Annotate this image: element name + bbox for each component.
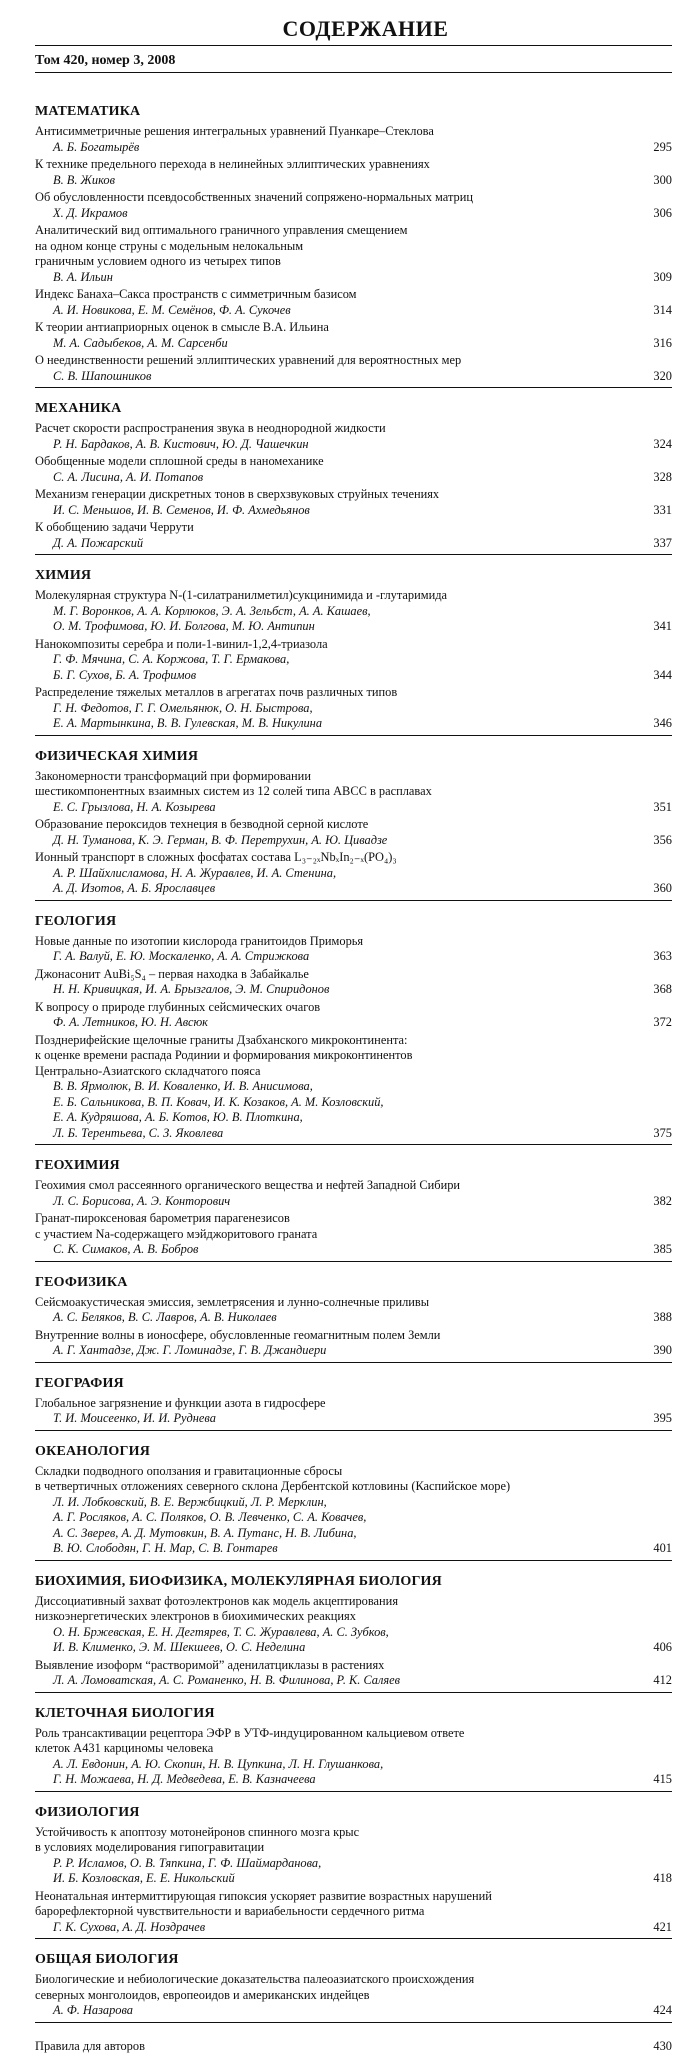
entry-page-number: 390	[653, 1343, 672, 1357]
toc-section	[35, 388, 672, 555]
entry-title: Новые данные по изотопии кислорода гранитоидов Приморья	[35, 933, 364, 948]
entry-authors: О. Н. Бржевская, Е. Н. Дегтярев, Т. С. Журавлева, А. С. Зубков, И. В. Клименко, Э. М. Шекшеев, О. С. Неделина	[53, 1624, 389, 1654]
section-title: ФИЗИЧЕСКАЯ ХИМИЯ	[35, 748, 199, 764]
entry-title: Гранат-пироксеновая барометрия парагенезисов с участием Na-содержащего мэйджоритового граната	[35, 1211, 318, 1241]
toc-entry[interactable]	[35, 421, 672, 452]
entry-title: Устойчивость к апоптозу мотонейронов спинного мозга крыс в условиях моделирования гипогравитации	[35, 1824, 360, 1854]
toc-entry[interactable]	[35, 817, 672, 848]
entry-authors: Д. Н. Туманова, К. Э. Герман, В. Ф. Перетрухин, А. Ю. Цивадзе	[53, 832, 388, 847]
toc-entry[interactable]	[35, 1889, 672, 1936]
toc-entry[interactable]	[35, 1295, 672, 1326]
entry-title: К вопросу о природе глубинных сейсмических очагов	[35, 999, 321, 1014]
entry-page-number: 415	[653, 1772, 672, 1786]
entry-page-number: 331	[653, 502, 672, 517]
entry-authors: Г. Н. Федотов, Г. Г. Омельянюк, О. Н. Быстрова, Е. А. Мартынкина, В. В. Гулевская, М. В. Никулина	[53, 700, 323, 730]
entry-authors: В. В. Жиков	[53, 172, 115, 187]
toc-section	[35, 1561, 672, 1693]
toc-entry[interactable]	[35, 320, 672, 351]
entry-title: О неединственности решений эллиптических уравнений для вероятностных мер	[35, 353, 462, 367]
entry-title: Выявление изоформ “растворимой” аденилатциклазы в растениях	[35, 1657, 385, 1672]
entry-authors: Е. С. Грызлова, Н. А. Козырева	[53, 799, 216, 814]
toc-section	[35, 1939, 672, 2023]
entry-page-number: 363	[653, 949, 672, 963]
entry-page-number: 360	[653, 881, 672, 895]
entry-page-number: 356	[653, 832, 672, 847]
entry-authors: Т. И. Моисеенко, И. И. Руднева	[53, 1411, 216, 1425]
toc-entry[interactable]	[35, 1000, 672, 1031]
entry-authors: Г. Ф. Мячина, С. А. Коржова, Т. Г. Ермакова, Б. Г. Сухов, Б. А. Трофимов	[53, 652, 290, 682]
entry-authors: В. А. Ильин	[53, 269, 113, 284]
toc-entry[interactable]	[35, 223, 672, 285]
entry-title: Позднерифейские щелочные граниты Дзабханского микроконтинента: к оценке времени распада Родинии и формирования микроконтинентов Центрально-Азиатского складчатого пояса	[35, 1032, 413, 1078]
entry-authors: Г. А. Валуй, Е. Ю. Москаленко, А. А. Стрижкова	[53, 949, 310, 963]
toc-section	[35, 1693, 672, 1792]
entry-title: Распределение тяжелых металлов в агрегатах почв различных типов	[35, 685, 398, 699]
entry-page-number: 300	[653, 172, 672, 187]
entry-title: Диссоциативный захват фотоэлектронов как модель акцептирования низкоэнергетических электронов в биохимических реакциях	[35, 1593, 399, 1623]
entry-authors: Х. Д. Икрамов	[53, 205, 128, 220]
toc-entry[interactable]	[35, 637, 672, 684]
toc-entry[interactable]	[35, 588, 672, 635]
entry-authors: М. Г. Воронков, А. А. Корлюков, Э. А. Зельбст, А. А. Кашаев, О. М. Трофимова, Ю. И. Болгова, М. Ю. Антипин	[53, 603, 371, 633]
entry-page-number: 418	[653, 1871, 672, 1885]
entry-authors: И. С. Меньшов, И. В. Семенов, И. Ф. Ахмедьянов	[53, 502, 310, 517]
toc-entry[interactable]	[35, 1033, 672, 1142]
entry-authors: Л. А. Ломоватская, А. С. Романенко, Н. В. Филинова, Р. К. Саляев	[53, 1673, 401, 1687]
entry-title: Биологические и небиологические доказательства палеоазиатского происхождения северных монголоидов, европеоидов и американских индейцев	[35, 1972, 475, 2002]
entry-page-number: 412	[653, 1673, 672, 1687]
toc-entry[interactable]	[35, 1464, 672, 1557]
toc-entry[interactable]	[35, 934, 672, 965]
entry-title: Молекулярная структура N-(1-силатранилметил)сукцинимида и -глутаримида	[35, 588, 448, 602]
entry-title: Расчет скорости распространения звука в неоднородной жидкости	[35, 421, 386, 435]
entry-authors: М. А. Садыбеков, А. М. Сарсенби	[53, 335, 228, 350]
toc-entry[interactable]	[35, 1658, 672, 1689]
entry-page-number: 316	[653, 335, 672, 350]
entry-page-number: 382	[653, 1193, 672, 1208]
section-title: МАТЕМАТИКА	[35, 104, 141, 119]
entry-page-number: 346	[653, 716, 672, 730]
toc-section	[35, 73, 672, 388]
entry-page-number: 306	[653, 205, 672, 220]
page-title: СОДЕРЖАНИЕ	[282, 16, 449, 41]
entry-page-number: 395	[653, 1411, 672, 1425]
entry-authors: С. К. Симаков, А. В. Бобров	[53, 1242, 199, 1256]
footer-entry[interactable]	[35, 2023, 672, 2055]
toc-entry[interactable]	[35, 1972, 672, 2019]
toc-entry[interactable]	[35, 685, 672, 732]
section-title: ФИЗИОЛОГИЯ	[35, 1804, 140, 1820]
entry-page-number: 351	[653, 799, 672, 814]
toc-entry[interactable]	[35, 1211, 672, 1258]
section-title: ГЕОГРАФИЯ	[35, 1375, 124, 1391]
toc-entry[interactable]	[35, 769, 672, 816]
entry-title: К теории антиаприорных оценок в смысле В.А. Ильина	[35, 320, 329, 334]
entry-title: К технике предельного перехода в нелинейных эллиптических уравнениях	[35, 157, 430, 171]
footer-label: Правила для авторов	[35, 2038, 145, 2053]
entry-page-number: 295	[653, 139, 672, 154]
entry-title: Глобальное загрязнение и функции азота в гидросфере	[35, 1395, 326, 1410]
section-title: КЛЕТОЧНАЯ БИОЛОГИЯ	[35, 1705, 215, 1721]
volume-info: Том 420, номер 3, 2008	[35, 53, 176, 68]
entry-authors: Л. С. Борисова, А. Э. Конторович	[53, 1193, 231, 1208]
entry-page-number: 328	[653, 469, 672, 484]
entry-title: Об обусловленности псевдособственных значений сопряжено-нормальных матриц	[35, 190, 473, 204]
toc-entry[interactable]	[35, 454, 672, 485]
entry-page-number: 324	[653, 436, 672, 451]
toc-section	[35, 555, 672, 736]
toc-entry[interactable]	[35, 967, 672, 998]
toc-section	[35, 901, 672, 1146]
entry-page-number: 372	[653, 1015, 672, 1029]
entry-page-number: 406	[653, 1640, 672, 1654]
section-title: ОКЕАНОЛОГИЯ	[35, 1443, 150, 1459]
section-title: ОБЩАЯ БИОЛОГИЯ	[35, 1952, 179, 1967]
entry-authors: Н. Н. Кривицкая, И. А. Брызгалов, Э. М. Спиридонов	[53, 982, 330, 996]
section-title: ГЕОЛОГИЯ	[35, 913, 117, 929]
entry-authors: В. В. Ярмолюк, В. И. Коваленко, И. В. Анисимова, Е. Б. Сальникова, В. П. Ковач, И. К. Козаков, А. М. Козловский, Е. А. Кудряшова, А. Б. Котов, Ю. В. Плоткина, Л. Б. Терентьева, С. З. Яковлева	[53, 1079, 384, 1140]
toc-entry[interactable]	[35, 124, 672, 155]
toc-entry[interactable]	[35, 287, 672, 318]
entry-title: Механизм генерации дискретных тонов в сверхзвуковых струйных течениях	[35, 487, 440, 501]
entry-authors: Л. И. Лобковский, В. Е. Вержбицкий, Л. Р. Мерклин, А. Г. Росляков, А. С. Поляков, О. В. Левченко, С. А. Ковачев, А. С. Зверев, А. Д. Мутовкин, В. А. Путанс, Н. В. Либина, В. Ю. Слободян, Г. Н. Мар, С. В. Гонтарев	[53, 1494, 367, 1555]
toc-entry[interactable]	[35, 353, 672, 384]
entry-authors: Р. Н. Бардаков, А. В. Кистович, Ю. Д. Чашечкин	[53, 436, 309, 451]
entry-title: Ионный транспорт в сложных фосфатах состава L₃₋₂ₓNbₓIn₂₋ₓ(PO₄)₃	[35, 850, 397, 864]
entry-page-number: 368	[653, 982, 672, 996]
entry-page-number: 388	[653, 1310, 672, 1324]
entry-title: Неонатальная интермиттирующая гипоксия ускоряет развитие возрастных нарушений барорефлекторной чувствительности и вариабельности сердечного ритма	[35, 1888, 492, 1918]
entry-authors: Д. А. Пожарский	[53, 535, 144, 550]
section-title: ГЕОХИМИЯ	[35, 1158, 120, 1173]
entry-title: К обобщению задачи Черрути	[35, 520, 194, 534]
toc-entry[interactable]	[35, 487, 672, 518]
entry-authors: А. И. Новикова, Е. М. Семёнов, Ф. А. Сукочев	[53, 302, 291, 317]
entry-authors: А. Ф. Назарова	[53, 2003, 133, 2017]
toc-entry[interactable]	[35, 1726, 672, 1788]
entry-authors: Р. Р. Исламов, О. В. Тяпкина, Г. Ф. Шаймарданова, И. Б. Козловская, Е. Е. Никольский	[53, 1855, 322, 1885]
toc-entry[interactable]	[35, 1328, 672, 1359]
entry-authors: Г. К. Сухова, А. Д. Ноздрачев	[53, 1919, 206, 1934]
entry-title: Роль трансактивации рецептора ЭФР в УТФ-индуцированном кальциевом ответе клеток А431 карциномы человека	[35, 1725, 465, 1755]
section-title: ХИМИЯ	[35, 568, 92, 583]
entry-title: Сейсмоакустическая эмиссия, землетрясения и лунно-солнечные приливы	[35, 1294, 430, 1309]
toc-entry[interactable]	[35, 1825, 672, 1887]
entry-page-number: 401	[653, 1541, 672, 1555]
entry-title: Антисимметричные решения интегральных уравнений Пуанкаре–Стеклова	[35, 124, 434, 138]
entry-title: Образование пероксидов технеция в безводной серной кислоте	[35, 817, 369, 831]
entry-title: Обобщенные модели сплошной среды в наномеханике	[35, 454, 324, 468]
entry-authors: А. Л. Евдонин, А. Ю. Скопин, Н. В. Цупкина, Л. Н. Глушанкова, Г. Н. Можаева, Н. Д. Медведева, Е. В. Казначеева	[53, 1756, 384, 1786]
section-title: МЕХАНИКА	[35, 401, 122, 416]
entry-page-number: 421	[653, 1919, 672, 1934]
entry-page-number: 314	[653, 302, 672, 317]
entry-title: Геохимия смол рассеянного органического вещества и нефтей Западной Сибири	[35, 1178, 461, 1192]
toc-section	[35, 1792, 672, 1940]
entry-title: Внутренние волны в ионосфере, обусловленные геомагнитным полем Земли	[35, 1327, 441, 1342]
entry-title: Нанокомпозиты серебра и поли-1-винил-1,2,4-триазола	[35, 636, 328, 651]
toc-section	[35, 1262, 672, 1363]
entry-page-number: 424	[653, 2003, 672, 2017]
entry-page-number: 375	[653, 1125, 672, 1140]
entry-authors: А. Г. Хантадзе, Дж. Г. Ломинадзе, Г. В. Джандиери	[53, 1343, 327, 1357]
entry-authors: С. В. Шапошников	[53, 368, 152, 383]
entry-page-number: 341	[653, 619, 672, 633]
entry-authors: А. Б. Богатырёв	[53, 139, 140, 154]
toc-section	[35, 1145, 672, 1262]
entry-page-number: 344	[653, 667, 672, 682]
entry-title: Закономерности трансформаций при формировании шестикомпонентных взаимных систем из 12 солей типа АВСС в расплавах	[35, 768, 432, 798]
entry-page-number: 337	[653, 535, 672, 550]
entry-page-number: 309	[653, 269, 672, 284]
title-divider	[35, 45, 672, 46]
footer-page-number: 430	[653, 2039, 672, 2053]
toc-sections	[35, 73, 672, 2023]
entry-title: Индекс Банаха–Сакса пространств с симметричным базисом	[35, 287, 357, 301]
toc-section	[35, 1363, 672, 1431]
entry-title: Складки подводного оползания и гравитационные сбросы в четвертичных отложениях северного склона Дербентской котловины (Каспийское море)	[35, 1463, 511, 1493]
toc-entry[interactable]	[35, 190, 672, 221]
entry-page-number: 320	[653, 368, 672, 383]
toc-section	[35, 736, 672, 901]
section-title: ГЕОФИЗИКА	[35, 1274, 128, 1290]
toc-section	[35, 1431, 672, 1561]
entry-page-number: 385	[653, 1242, 672, 1256]
entry-authors: А. С. Беляков, В. С. Лавров, А. В. Николаев	[53, 1310, 277, 1324]
entry-authors: Ф. А. Летников, Ю. Н. Авсюк	[53, 1015, 208, 1029]
toc-entry[interactable]	[35, 850, 672, 897]
toc-entry[interactable]	[35, 520, 672, 551]
toc-entry[interactable]	[35, 1178, 672, 1209]
entry-authors: С. А. Лисина, А. И. Потапов	[53, 469, 204, 484]
entry-authors: А. Р. Шайхлисламова, Н. А. Журавлев, И. А. Стенина, А. Д. Изотов, А. Б. Ярославцев	[53, 865, 337, 895]
entry-title: Аналитический вид оптимального граничного управления смещением на одном конце струны с модельным нелокальным граничным условием одного из четырех типов	[35, 223, 408, 268]
section-title: БИОХИМИЯ, БИОФИЗИКА, МОЛЕКУЛЯРНАЯ БИОЛОГИЯ	[35, 1573, 442, 1589]
toc-entry[interactable]	[35, 157, 672, 188]
toc-entry[interactable]	[35, 1396, 672, 1427]
entry-title: Джонасонит AuBi₅S₄ – первая находка в Забайкалье	[35, 966, 309, 981]
toc-entry[interactable]	[35, 1594, 672, 1656]
